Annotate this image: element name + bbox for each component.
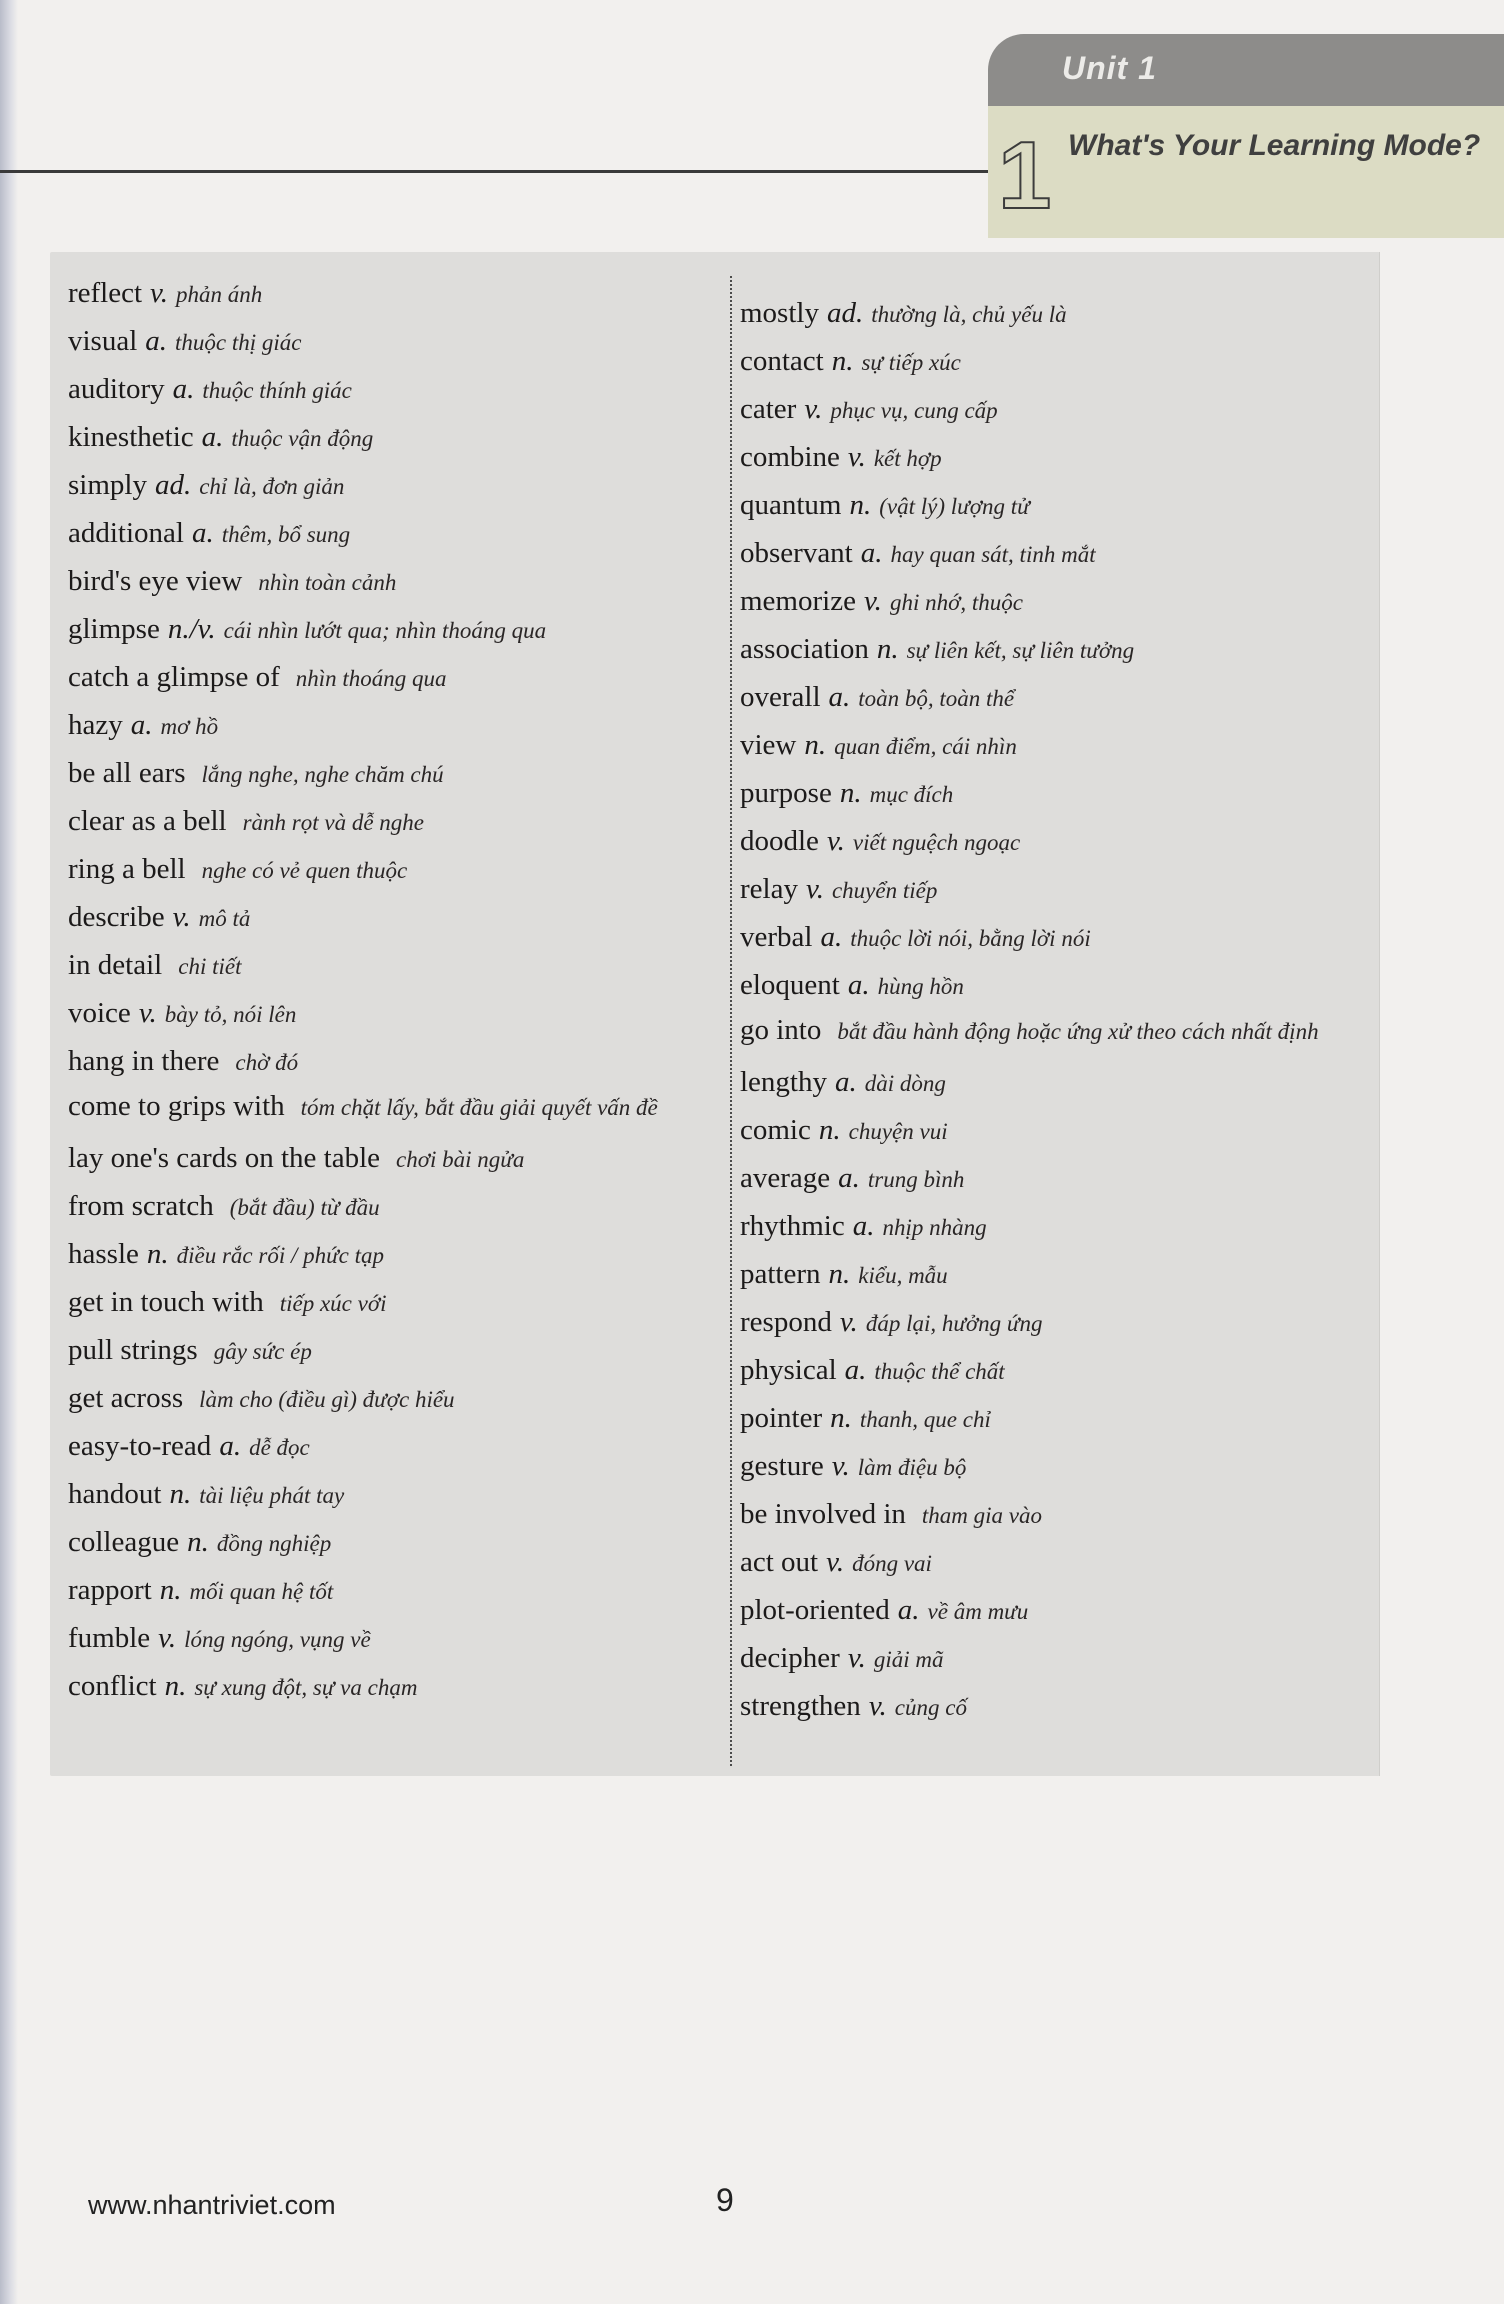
- vocab-meaning: rành rọt và dễ nghe: [242, 810, 425, 835]
- vocab-meaning: mục đích: [869, 782, 954, 807]
- vocab-meaning: củng cố: [894, 1695, 967, 1720]
- vocab-part-of-speech: a.: [860, 537, 883, 569]
- vocab-meaning: về âm mưu: [927, 1599, 1029, 1624]
- vocab-meaning: (bắt đầu) từ đầu: [229, 1195, 380, 1220]
- vocab-term: association: [740, 633, 869, 665]
- vocab-entry: [68, 1519, 708, 1567]
- vocab-part-of-speech: n.: [831, 345, 854, 377]
- vocab-entry: [68, 318, 708, 366]
- vocab-part-of-speech: n.: [169, 1478, 192, 1510]
- vocab-term: auditory: [68, 373, 165, 405]
- vocab-meaning: hùng hồn: [877, 974, 964, 999]
- vocab-entry: [68, 462, 708, 510]
- vocab-meaning: lóng ngóng, vụng về: [184, 1627, 371, 1652]
- vocab-entry: [740, 338, 1370, 386]
- vocab-term: rapport: [68, 1574, 152, 1606]
- vocabulary-left-column: [68, 270, 708, 1711]
- vocab-term: be involved in: [740, 1498, 906, 1530]
- vocab-term: pointer: [740, 1402, 823, 1434]
- vocab-entry: [740, 1203, 1370, 1251]
- vocab-entry: [68, 942, 708, 990]
- vocab-meaning: hay quan sát, tinh mắt: [890, 542, 1096, 567]
- vocab-meaning: phản ánh: [176, 282, 263, 307]
- vocab-term: go into: [740, 1014, 822, 1046]
- vocab-entry: [68, 1663, 708, 1711]
- vocab-entry: [740, 1251, 1370, 1299]
- vocab-meaning: tham gia vào: [921, 1503, 1043, 1528]
- vocab-meaning: đồng nghiệp: [216, 1531, 332, 1556]
- vocab-term: view: [740, 729, 797, 761]
- vocab-term: comic: [740, 1114, 811, 1146]
- vocab-meaning: thêm, bổ sung: [221, 522, 351, 547]
- vocab-term: hang in there: [68, 1045, 220, 1077]
- vocab-meaning: viết nguệch ngoạc: [852, 830, 1021, 855]
- vocab-meaning: gây sức ép: [213, 1339, 312, 1364]
- vocab-term: pattern: [740, 1258, 821, 1290]
- vocab-meaning: thuộc vận động: [231, 426, 374, 451]
- vocab-meaning: nhịp nhàng: [882, 1215, 987, 1240]
- vocab-meaning: tiếp xúc với: [279, 1291, 387, 1316]
- vocab-entry: [68, 1135, 708, 1183]
- vocab-part-of-speech: v.: [158, 1622, 177, 1654]
- vocab-meaning: trung bình: [867, 1167, 965, 1192]
- vocab-term: purpose: [740, 777, 832, 809]
- vocab-part-of-speech: a.: [838, 1162, 860, 1194]
- vocab-part-of-speech: ad.: [154, 469, 192, 501]
- vocab-term: average: [740, 1162, 831, 1194]
- vocab-meaning: tài liệu phát tay: [199, 1483, 345, 1508]
- vocab-entry: [68, 1423, 708, 1471]
- vocab-part-of-speech: v.: [826, 1546, 845, 1578]
- vocab-meaning: (vật lý) lượng tử: [879, 494, 1030, 519]
- vocab-meaning: lắng nghe, nghe chăm chú: [201, 762, 444, 787]
- vocab-meaning: chơi bài ngửa: [396, 1147, 525, 1172]
- vocab-entry: [740, 482, 1370, 530]
- vocab-term: from scratch: [68, 1190, 214, 1222]
- vocab-term: eloquent: [740, 969, 840, 1001]
- vocab-entry: [740, 290, 1370, 338]
- vocab-part-of-speech: a.: [201, 421, 224, 453]
- column-divider: [730, 276, 732, 1766]
- vocab-entry: [740, 818, 1370, 866]
- vocab-part-of-speech: n.: [187, 1526, 209, 1558]
- vocab-part-of-speech: a.: [145, 325, 168, 357]
- vocab-part-of-speech: a.: [852, 1210, 875, 1242]
- vocab-entry: [740, 914, 1370, 962]
- vocab-term: lay one's cards on the table: [68, 1142, 381, 1174]
- vocab-term: cater: [740, 393, 797, 425]
- vocab-term: voice: [68, 997, 131, 1029]
- vocab-entry: [68, 1471, 708, 1519]
- vocab-term: visual: [68, 325, 138, 357]
- vocab-part-of-speech: n.: [804, 729, 827, 761]
- vocab-entry: [68, 1279, 708, 1327]
- vocab-term: describe: [68, 901, 165, 933]
- vocab-entry: [740, 578, 1370, 626]
- vocab-part-of-speech: n.: [830, 1402, 852, 1434]
- vocab-entry: [740, 1347, 1370, 1395]
- vocab-meaning: mối quan hệ tốt: [189, 1579, 334, 1604]
- vocab-entry: [740, 674, 1370, 722]
- vocab-part-of-speech: a.: [820, 921, 843, 953]
- vocab-term: ring a bell: [68, 853, 186, 885]
- vocab-term: hazy: [68, 709, 123, 741]
- vocab-meaning: mơ hồ: [160, 714, 219, 739]
- vocab-entry: [68, 606, 708, 654]
- vocab-term: conflict: [68, 1670, 157, 1702]
- unit-label: Unit 1: [1062, 50, 1157, 86]
- vocab-term: clear as a bell: [68, 805, 227, 837]
- vocab-entry: [740, 1010, 1370, 1052]
- vocab-entry: [68, 894, 708, 942]
- vocab-term: mostly: [740, 297, 819, 329]
- vocab-term: pull strings: [68, 1334, 198, 1366]
- vocab-entry: [68, 558, 708, 606]
- vocab-meaning: thanh, que chỉ: [859, 1407, 991, 1432]
- vocab-term: strengthen: [740, 1690, 861, 1722]
- vocab-term: physical: [740, 1354, 837, 1386]
- vocab-entry: [740, 626, 1370, 674]
- vocab-meaning: chỉ là, đơn giản: [199, 474, 345, 499]
- vocab-entry: [68, 1183, 708, 1231]
- vocab-part-of-speech: ad.: [826, 297, 864, 329]
- vocab-part-of-speech: a.: [828, 681, 851, 713]
- vocab-meaning: kết hợp: [873, 446, 942, 471]
- vocab-entry: [68, 414, 708, 462]
- vocab-term: doodle: [740, 825, 819, 857]
- vocab-entry: [68, 702, 708, 750]
- unit-tab: [988, 34, 1504, 106]
- vocab-part-of-speech: v.: [150, 277, 169, 309]
- vocab-term: kinesthetic: [68, 421, 194, 453]
- vocab-entry: [740, 866, 1370, 914]
- vocab-entry: [740, 1491, 1370, 1539]
- vocab-term: rhythmic: [740, 1210, 845, 1242]
- vocab-part-of-speech: v.: [847, 441, 866, 473]
- vocab-part-of-speech: v.: [839, 1306, 858, 1338]
- vocab-entry: [68, 366, 708, 414]
- vocab-entry: [740, 1107, 1370, 1155]
- vocab-entry: [740, 1539, 1370, 1587]
- vocab-part-of-speech: v.: [831, 1450, 850, 1482]
- vocab-part-of-speech: v.: [868, 1690, 887, 1722]
- vocab-term: gesture: [740, 1450, 824, 1482]
- vocab-part-of-speech: a.: [191, 517, 214, 549]
- vocab-meaning: chi tiết: [178, 954, 242, 979]
- vocab-term: handout: [68, 1478, 162, 1510]
- vocab-part-of-speech: v.: [847, 1642, 866, 1674]
- vocab-term: in detail: [68, 949, 163, 981]
- vocab-meaning: làm cho (điều gì) được hiểu: [199, 1387, 455, 1412]
- vocab-entry: [740, 1683, 1370, 1731]
- vocab-meaning: đóng vai: [852, 1551, 932, 1576]
- vocab-part-of-speech: a.: [897, 1594, 920, 1626]
- vocabulary-right-column: [740, 290, 1370, 1731]
- vocab-term: additional: [68, 517, 184, 549]
- vocab-part-of-speech: a.: [172, 373, 195, 405]
- vocab-meaning: nghe có vẻ quen thuộc: [201, 858, 408, 883]
- vocab-meaning: toàn bộ, toàn thể: [858, 686, 1015, 711]
- vocab-meaning: thuộc thị giác: [175, 330, 302, 355]
- vocab-part-of-speech: a.: [847, 969, 870, 1001]
- vocab-meaning: phục vụ, cung cấp: [830, 398, 998, 423]
- vocab-entry: [68, 1567, 708, 1615]
- vocab-term: combine: [740, 441, 840, 473]
- vocab-meaning: kiểu, mẫu: [858, 1263, 948, 1288]
- vocab-term: verbal: [740, 921, 813, 953]
- vocab-term: colleague: [68, 1526, 180, 1558]
- vocab-entry: [68, 1231, 708, 1279]
- vocab-meaning: mô tả: [198, 906, 251, 931]
- vocab-term: act out: [740, 1546, 819, 1578]
- vocab-meaning: nhìn toàn cảnh: [258, 570, 397, 595]
- vocab-meaning: dài dòng: [864, 1071, 946, 1096]
- vocab-meaning: điều rắc rối / phức tạp: [176, 1243, 385, 1268]
- vocab-part-of-speech: v.: [804, 393, 823, 425]
- vocab-meaning: dễ đọc: [249, 1435, 310, 1460]
- vocab-part-of-speech: n.: [146, 1238, 169, 1270]
- vocab-meaning: đáp lại, hưởng ứng: [865, 1311, 1043, 1336]
- vocab-term: simply: [68, 469, 147, 501]
- vocab-part-of-speech: n.: [164, 1670, 187, 1702]
- vocab-part-of-speech: v.: [863, 585, 882, 617]
- vocab-meaning: bày tỏ, nói lên: [164, 1002, 297, 1027]
- vocab-entry: [740, 770, 1370, 818]
- vocab-entry: [740, 1059, 1370, 1107]
- vocab-entry: [68, 654, 708, 702]
- vocab-entry: [68, 750, 708, 798]
- vocab-meaning: ghi nhớ, thuộc: [889, 590, 1023, 615]
- vocab-meaning: giải mã: [873, 1647, 944, 1672]
- vocab-entry: [68, 1038, 708, 1086]
- vocab-term: be all ears: [68, 757, 186, 789]
- vocab-entry: [740, 1155, 1370, 1203]
- vocab-meaning: chuyển tiếp: [831, 878, 938, 903]
- vocab-meaning: chuyện vui: [848, 1119, 948, 1144]
- vocab-entry: [740, 434, 1370, 482]
- vocab-term: decipher: [740, 1642, 840, 1674]
- vocab-term: easy-to-read: [68, 1430, 212, 1462]
- vocab-entry: [68, 1327, 708, 1375]
- vocab-term: memorize: [740, 585, 856, 617]
- vocab-term: bird's eye view: [68, 565, 243, 597]
- vocab-meaning: thuộc thính giác: [202, 378, 352, 403]
- vocab-entry: [740, 386, 1370, 434]
- vocab-meaning: sự liên kết, sự liên tưởng: [906, 638, 1135, 663]
- vocab-part-of-speech: v.: [138, 997, 157, 1029]
- vocab-meaning: nhìn thoáng qua: [295, 666, 447, 691]
- vocab-entry: [68, 846, 708, 894]
- vocab-entry: [68, 990, 708, 1038]
- vocab-entry: [740, 530, 1370, 578]
- vocab-meaning: làm điệu bộ: [857, 1455, 967, 1480]
- vocab-entry: [68, 1615, 708, 1663]
- vocab-meaning: thuộc thể chất: [874, 1359, 1005, 1384]
- vocab-meaning: quan điểm, cái nhìn: [834, 734, 1017, 759]
- vocab-term: fumble: [68, 1622, 151, 1654]
- vocab-term: quantum: [740, 489, 842, 521]
- vocab-term: glimpse: [68, 613, 160, 645]
- vocab-part-of-speech: n.: [828, 1258, 851, 1290]
- vocab-entry: [740, 1299, 1370, 1347]
- vocab-entry: [740, 962, 1370, 1010]
- vocab-term: observant: [740, 537, 853, 569]
- vocab-term: come to grips with: [68, 1090, 285, 1122]
- vocab-part-of-speech: a.: [219, 1430, 242, 1462]
- unit-number: 1: [998, 122, 1052, 229]
- vocab-part-of-speech: a.: [835, 1066, 857, 1098]
- vocab-part-of-speech: a.: [130, 709, 153, 741]
- footer-website: www.nhantriviet.com: [88, 2190, 336, 2220]
- vocab-term: contact: [740, 345, 824, 377]
- page-edge-shadow: [0, 0, 18, 2304]
- vocab-entry: [740, 1635, 1370, 1683]
- vocab-meaning: bắt đầu hành động hoặc ứng xử theo cách nhất định: [837, 1019, 1319, 1044]
- vocab-part-of-speech: n.: [818, 1114, 841, 1146]
- vocab-part-of-speech: a.: [844, 1354, 867, 1386]
- vocab-meaning: thường là, chủ yếu là: [871, 302, 1067, 327]
- vocab-part-of-speech: n./v.: [167, 613, 216, 645]
- vocab-part-of-speech: n.: [876, 633, 899, 665]
- vocab-meaning: thuộc lời nói, bằng lời nói: [850, 926, 1091, 951]
- vocab-term: respond: [740, 1306, 832, 1338]
- vocab-entry: [68, 1086, 708, 1128]
- vocab-term: get across: [68, 1382, 184, 1414]
- vocab-part-of-speech: n.: [849, 489, 872, 521]
- header-rule: [0, 170, 990, 173]
- vocab-part-of-speech: v.: [805, 873, 824, 905]
- unit-header: [988, 34, 1504, 238]
- vocab-term: get in touch with: [68, 1286, 264, 1318]
- vocab-entry: [740, 1395, 1370, 1443]
- vocab-term: plot-oriented: [740, 1594, 890, 1626]
- vocab-term: hassle: [68, 1238, 139, 1270]
- vocab-entry: [68, 798, 708, 846]
- vocab-meaning: sự tiếp xúc: [861, 350, 961, 375]
- vocab-meaning: cái nhìn lướt qua; nhìn thoáng qua: [223, 618, 547, 643]
- vocab-term: lengthy: [740, 1066, 827, 1098]
- unit-title: What's Your Learning Mode?: [1068, 129, 1481, 162]
- vocab-entry: [68, 1375, 708, 1423]
- page-number: 9: [716, 2182, 734, 2218]
- vocab-part-of-speech: v.: [826, 825, 845, 857]
- vocab-part-of-speech: n.: [839, 777, 862, 809]
- vocab-entry: [740, 722, 1370, 770]
- vocab-entry: [740, 1587, 1370, 1635]
- vocab-meaning: tóm chặt lấy, bắt đầu giải quyết vấn đề: [300, 1095, 658, 1120]
- vocab-part-of-speech: v.: [172, 901, 191, 933]
- vocab-entry: [740, 1443, 1370, 1491]
- vocab-entry: [68, 510, 708, 558]
- vocab-entry: [68, 270, 708, 318]
- vocab-part-of-speech: n.: [159, 1574, 182, 1606]
- vocab-term: reflect: [68, 277, 143, 309]
- vocab-term: catch a glimpse of: [68, 661, 280, 693]
- vocab-meaning: chờ đó: [235, 1050, 299, 1075]
- vocab-meaning: sự xung đột, sự va chạm: [194, 1675, 418, 1700]
- vocab-term: overall: [740, 681, 821, 713]
- vocab-term: relay: [740, 873, 798, 905]
